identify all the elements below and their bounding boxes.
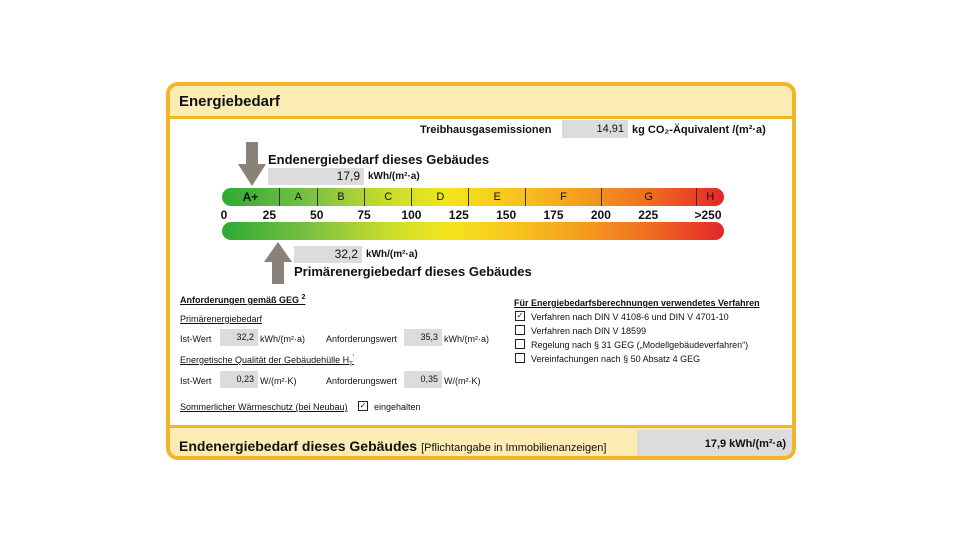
scale-tick-label: 200 <box>590 208 611 222</box>
endenergie-value: 17,9 <box>268 168 364 185</box>
anf-unit: kWh/(m²·a) <box>444 334 489 344</box>
scale-tick-label: 50 <box>310 208 324 222</box>
ist2-label: Ist-Wert <box>180 376 212 386</box>
sommer-text: eingehalten <box>374 402 421 412</box>
energy-certificate-card <box>166 82 796 460</box>
footer-title: Endenergiebedarf dieses Gebäudes [Pflichtangabe in Immobilienanzeigen] <box>179 438 607 454</box>
energy-class-h: H <box>696 188 724 206</box>
ist-unit: kWh/(m²·a) <box>260 334 305 344</box>
methods-heading: Für Energiebedarfsberechnungen verwendetes Verfahren <box>514 298 760 308</box>
method-checkbox-3[interactable] <box>515 339 525 349</box>
requirements-heading: Anforderungen gemäß GEG $^2$ <box>180 294 306 305</box>
endenergie-label: Endenergiebedarf dieses Gebäudes <box>268 152 490 167</box>
scale-tick-label: 150 <box>496 208 517 222</box>
method-label-1: Verfahren nach DIN V 4108-6 und DIN V 4701-10 <box>531 312 729 322</box>
energy-class-d: D <box>411 188 468 206</box>
scale-tick-label: 75 <box>357 208 371 222</box>
energy-class-g: G <box>601 188 696 206</box>
emissions-value: 14,91 <box>562 120 628 138</box>
scale-tick-label: 225 <box>638 208 659 222</box>
ist-label: Ist-Wert <box>180 334 212 344</box>
primaerenergie-unit: kWh/(m²·a) <box>366 249 418 260</box>
sommer-label: Sommerlicher Wärmeschutz (bei Neubau) <box>180 402 348 412</box>
method-label-3: Regelung nach § 31 GEG („Modellgebäudeverfahren“) <box>531 340 749 350</box>
ist-value: 32,2 <box>220 329 258 346</box>
scale-tick-label: 0 <box>220 208 228 222</box>
anf-value: 35,3 <box>404 329 442 346</box>
method-checkbox-2[interactable] <box>515 325 525 335</box>
scale-tick-label: 175 <box>543 208 564 222</box>
scale-tick-label: 125 <box>448 208 469 222</box>
method-label-4: Vereinfachungen nach § 50 Absatz 4 GEG <box>531 354 701 364</box>
anf2-value: 0,35 <box>404 371 442 388</box>
energy-class-b: B <box>317 188 364 206</box>
energy-class-e: E <box>468 188 525 206</box>
emissions-unit: kg CO₂-Äquivalent /(m²·a) <box>632 124 766 136</box>
scale-tick-label: >250 <box>694 208 722 222</box>
primaer-heading: Primärenergiebedarf <box>180 314 263 324</box>
anf2-label: Anforderungswert <box>326 376 398 386</box>
huelle-heading: Energetische Qualität der Gebäudehülle $H_T'$ <box>180 354 355 368</box>
card-header <box>170 86 792 119</box>
emissions-label: Treibhausgasemissionen <box>420 124 552 136</box>
energy-class-f: F <box>525 188 601 206</box>
primaerenergie-arrow-icon <box>264 242 292 284</box>
card-footer <box>170 425 792 459</box>
primaerenergie-value: 32,2 <box>294 246 362 263</box>
method-label-2: Verfahren nach DIN V 18599 <box>531 326 647 336</box>
footer-note: [Pflichtangabe in Immobilienanzeigen] <box>421 442 607 454</box>
energy-class-a: A <box>279 188 317 206</box>
endenergie-unit: kWh/(m²·a) <box>368 171 420 182</box>
energy-gradient-bar <box>222 222 724 240</box>
sommer-checkbox[interactable]: ✓ <box>359 401 367 410</box>
ist2-value: 0,23 <box>220 371 258 388</box>
endenergie-arrow-icon <box>238 142 266 186</box>
primaerenergie-label: Primärenergiebedarf dieses Gebäudes <box>294 264 532 279</box>
scale-tick-label: 25 <box>262 208 277 222</box>
energy-class-c: C <box>364 188 411 206</box>
energy-class-a-plus: A+ <box>242 190 259 204</box>
ist2-unit: W/(m²·K) <box>260 376 297 386</box>
anf2-unit: W/(m²·K) <box>444 376 481 386</box>
footer-value: 17,9 kWh/(m²·a) <box>637 430 792 459</box>
anf-label: Anforderungswert <box>326 334 398 344</box>
energy-class-scale <box>222 188 724 206</box>
method-checkbox-4[interactable] <box>515 353 525 363</box>
card-title: Energiebedarf <box>179 93 280 110</box>
scale-tick-label: 100 <box>401 208 422 222</box>
method-checkbox-1[interactable]: ✓ <box>516 311 524 320</box>
